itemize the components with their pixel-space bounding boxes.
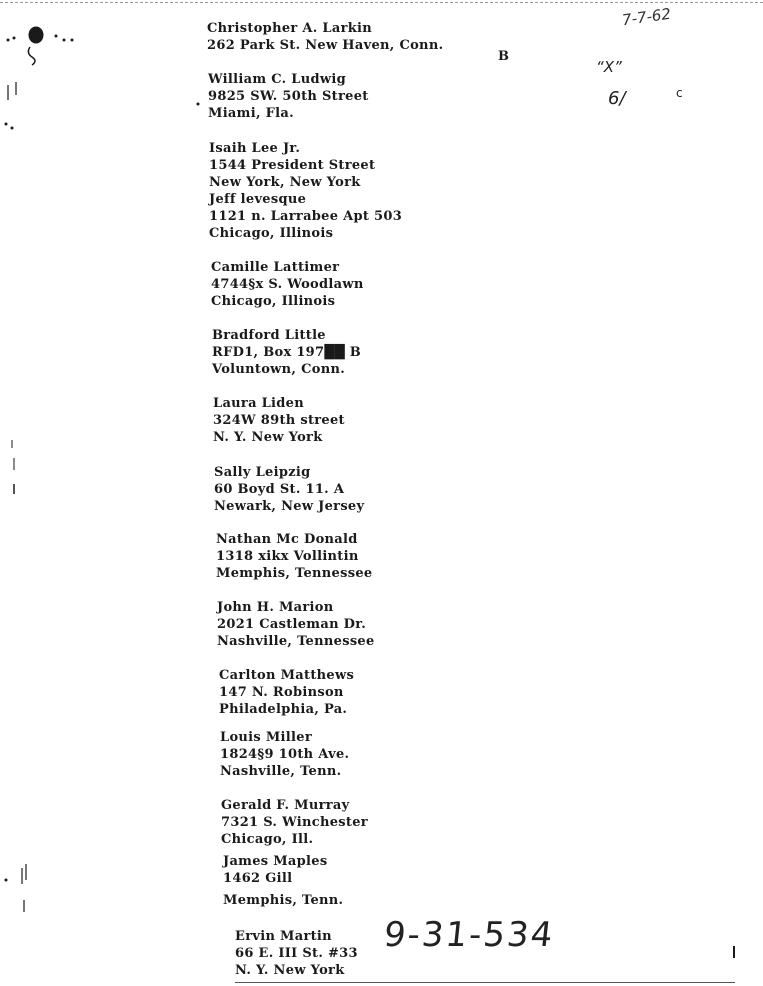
entry-address-line: 2021 Castleman Dr. — [217, 617, 367, 632]
entry-name: James Maples — [223, 854, 328, 869]
entry-name: John H. Marion — [217, 600, 334, 615]
entry-name: Gerald F. Murray — [221, 798, 350, 813]
entry-name: Laura Liden — [213, 396, 305, 411]
entry-address-line: 1318 xikx Vollintin — [216, 549, 359, 564]
speck — [55, 35, 57, 37]
entry-name: Nathan Mc Donald — [216, 532, 358, 547]
entry-name: Sally Leipzig — [214, 465, 311, 480]
entry-address-line: N. Y. New York — [235, 963, 345, 978]
speck — [63, 39, 65, 41]
entry-name: Jeff levesque — [209, 192, 307, 207]
speck — [11, 127, 13, 129]
speck — [197, 103, 199, 105]
entry-name: William C. Ludwig — [208, 72, 347, 87]
speck — [71, 39, 73, 41]
speck — [5, 879, 7, 881]
handwritten-mark: 6/ — [608, 88, 626, 109]
small-mark: c — [676, 86, 683, 100]
entry-name: Louis Miller — [220, 730, 312, 745]
ink-blot — [29, 27, 43, 43]
entry-address-line: RFD1, Box 197██ B — [212, 345, 362, 360]
entry-address-line: 324W 89th street — [213, 413, 345, 428]
entry-address-line: Chicago, Ill. — [221, 832, 314, 847]
entry-address-line: 1121 n. Larrabee Apt 503 — [209, 209, 403, 224]
speck — [13, 37, 15, 39]
ink-curl — [28, 47, 35, 65]
entry-address-line: Nashville, Tenn. — [220, 764, 342, 779]
speck — [5, 123, 7, 125]
entry-address-line: 1462 Gill — [223, 871, 293, 886]
entry-address-line: Philadelphia, Pa. — [219, 702, 348, 717]
entry-name: Bradford Little — [212, 328, 326, 343]
entry-address-line: Newark, New Jersey — [214, 499, 365, 514]
entry-name: Christopher A. Larkin — [207, 21, 373, 36]
entry-address-line: 147 N. Robinson — [219, 685, 344, 700]
entry-address-line: 60 Boyd St. 11. A — [214, 482, 345, 497]
entry-address-line: 262 Park St. New Haven, Conn. — [207, 38, 444, 53]
entry-address-line: Memphis, Tennessee — [216, 566, 373, 581]
entry-address-line: Chicago, Illinois — [211, 294, 336, 309]
entry-name: Camille Lattimer — [211, 260, 340, 275]
entry-address-line: New York, New York — [209, 175, 361, 190]
entry-address-line: 66 E. III St. #33 — [235, 946, 358, 961]
b-mark: B — [498, 49, 509, 64]
entry-address-line: Memphis, Tenn. — [223, 893, 344, 908]
entry-address-line: 7321 S. Winchester — [221, 815, 368, 830]
entry-address-line: 9825 SW. 50th Street — [208, 89, 369, 104]
entry-address-line: 4744§x S. Woodlawn — [211, 277, 364, 292]
entry-address-line: 1544 President Street — [209, 158, 376, 173]
entry-name: Isaih Lee Jr. — [209, 141, 301, 156]
quote-x-mark: “X” — [596, 58, 622, 76]
entry-address-line: Voluntown, Conn. — [212, 362, 346, 377]
initials-scribble: 7-7-62 — [620, 4, 673, 30]
entry-address-line: N. Y. New York — [213, 430, 323, 445]
entry-address-line: Nashville, Tennessee — [217, 634, 375, 649]
entry-name: Carlton Matthews — [219, 668, 355, 683]
entry-address-line: Miami, Fla. — [208, 106, 294, 121]
entry-address-line: Chicago, Illinois — [209, 226, 334, 241]
entry-name: Ervin Martin — [235, 929, 332, 944]
handwritten-case-number: 9-31-534 — [381, 915, 557, 955]
speck — [7, 39, 9, 41]
entry-address-line: 1824§9 10th Ave. — [220, 747, 350, 762]
